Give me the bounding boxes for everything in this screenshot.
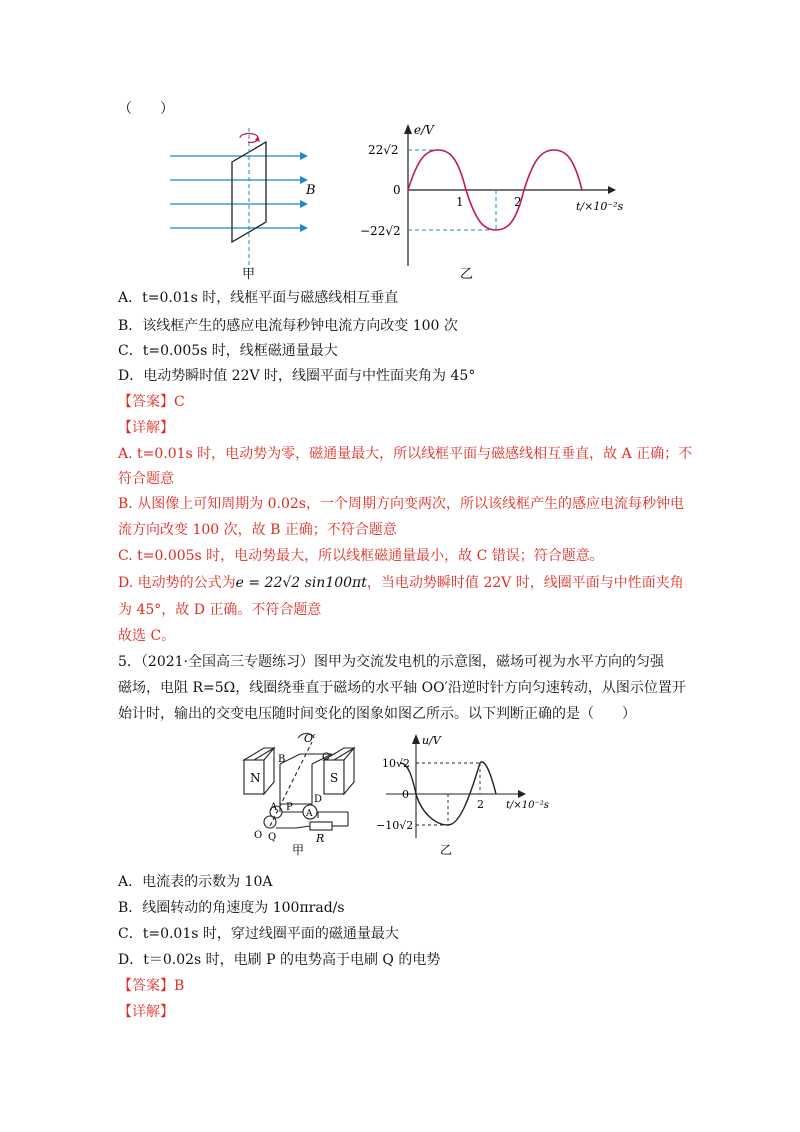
q5-answer: 【答案】B [118,978,185,994]
q4-explain-b2: 流方向改变 100 次，故 B 正确；不符合题意 [118,522,397,538]
q4-explain-a1: A. t=0.01s 时，电动势为零，磁通量最大，所以线框平面与磁感线相互垂直，故 A 正确；不 [118,446,693,462]
figure-2 [240,730,580,870]
q4-explain-c1: C. t=0.005s 时，电动势最大，所以线框磁通量最小，故 C 错误；符合题意。 [118,548,604,564]
q4-option-d: D．电动势瞬时值 22V 时，线圈平面与中性面夹角为 45° [118,368,476,384]
x-tick-2: 2 [514,195,522,209]
resistor-label: R [316,832,325,845]
figure-1 [160,118,630,288]
q4-explain-d2: 为 45°，故 D 正确。不符合题意 [118,602,322,618]
label-b: B [278,754,286,765]
label-o-prime: O′ [304,732,316,745]
q5-stem-2: 磁场，电阻 R=5Ω，线圈绕垂直于磁场的水平轴 OO′沿逆时针方向匀速转动，从图示位置开 [118,680,686,696]
q4-explain-formula: e = 22√2 sin100πt [235,575,367,591]
q4-option-c: C．t=0.005s 时，线框磁通量最大 [118,343,338,359]
caption-jia: 甲 [242,267,256,282]
origin-label: 0 [393,183,401,197]
q4-explain-d1-pre: D. 电动势的公式为 [118,575,236,591]
ammeter-icon: A [306,809,313,819]
q5-option-b: B．线圈转动的角速度为 100πrad/s [118,900,345,916]
q4-explain-a2: 符合题意 [118,471,174,487]
q4-answer: 【答案】C [118,394,185,410]
question-paren: （ ） [118,101,174,117]
q5-stem-3: 始计时，输出的交变电压随时间变化的图象如图乙所示。以下判断正确的是（ ） [118,706,636,722]
u-axis-label: u/V [422,734,441,747]
u-origin-label: 0 [402,788,409,801]
q4-explain-b1: B. 从图像上可知周期为 0.02s，一个周期方向变两次，所以该线框产生的感应电流每秒钟电 [118,496,684,512]
u-min-label: −10√2 [376,819,414,832]
u-x-axis-label: t/×10⁻²s [506,800,549,811]
label-p: P [286,802,293,813]
label-q: Q [268,832,277,843]
voltage-curve [400,762,496,825]
y-max-label: 22√2 [368,143,399,157]
q5-option-d: D．t＝0.02s 时，电刷 P 的电势高于电刷 Q 的电势 [118,952,441,968]
field-lines [170,152,308,232]
q5-option-a: A．电流表的示数为 10A [118,874,273,890]
u-max-label: 10√2 [382,757,411,770]
magnet-s: S [330,771,339,785]
emf-graph [360,123,624,266]
q5-detail-label: 【详解】 [118,1004,174,1020]
label-o: O [254,830,263,841]
q4-explain-d1-post: ，当电动势瞬时值 22V 时，线圈平面与中性面夹角 [366,575,684,591]
q4-detail-label: 【详解】 [118,420,174,436]
caption-jia-2: 甲 [292,843,305,857]
q4-option-b: B．该线框产生的感应电流每秒钟电流方向改变 100 次 [118,318,458,334]
x-axis-label: t/×10⁻²s [576,200,624,213]
x-tick-1: 1 [456,195,464,209]
caption-yi-2: 乙 [440,843,453,857]
q4-conclusion: 故选 C。 [118,628,176,644]
q4-explain-d1 [118,573,684,593]
q4-option-a: A．t=0.01s 时，线框平面与磁感线相互垂直 [118,290,399,306]
label-d: D [314,794,323,805]
field-label: B [306,183,316,198]
y-axis-label: e/V [414,123,434,137]
label-c: C [322,752,330,763]
q5-stem-1: 5．（2021·全国高三专题练习）图甲为交流发电机的示意图，磁场可视为水平方向的匀强 [118,654,664,670]
u-x-tick-2: 2 [477,798,484,811]
q5-option-c: C．t=0.01s 时，穿过线圈平面的磁通量最大 [118,926,399,942]
caption-yi: 乙 [460,267,474,282]
magnet-n: N [250,771,261,785]
label-a: A [270,802,278,813]
y-min-label: −22√2 [360,224,401,238]
